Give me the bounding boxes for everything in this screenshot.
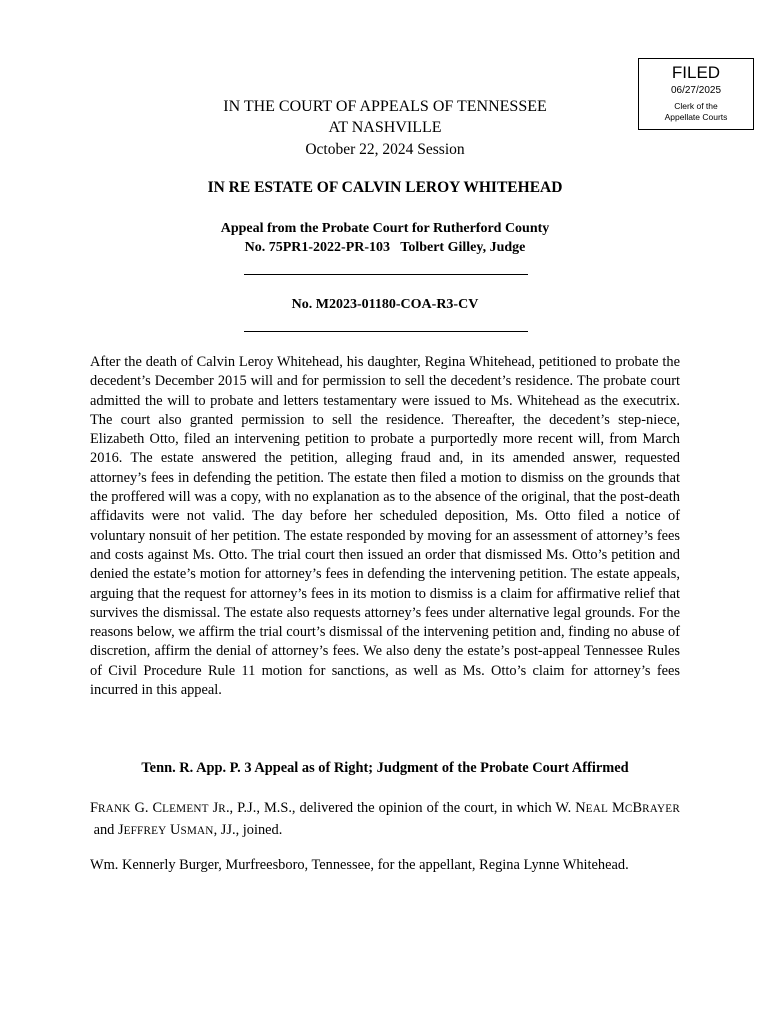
case-title: IN RE ESTATE OF CALVIN LEROY WHITEHEAD	[207, 179, 563, 196]
divider-top	[244, 274, 528, 275]
panel-text: B	[632, 800, 643, 816]
panel-text: U	[166, 822, 181, 838]
panel-text: F	[90, 800, 99, 816]
panel-text: J	[208, 800, 219, 816]
panel-text: C	[624, 803, 633, 815]
counsel-paragraph: Wm. Kennerly Burger, Murfreesboro, Tennessee, for the appellant, Regina Lynne Whitehead.	[90, 857, 629, 873]
session-date: October 22, 2024 Session	[305, 141, 465, 158]
panel-text: and J	[90, 822, 124, 838]
panel-text: RAYER	[642, 803, 680, 815]
panel-text: LEMENT	[162, 803, 209, 815]
panel-text: M	[612, 800, 625, 816]
court-name: IN THE COURT OF APPEALS OF TENNESSEE	[223, 98, 547, 115]
panel-text: G. C	[130, 800, 163, 816]
panel-text: R	[218, 803, 226, 815]
panel-text: EFFREY	[123, 825, 167, 837]
filed-date: 06/27/2025	[670, 85, 722, 96]
appeal-number-judge-line: No. 75PR1-2022-PR-103 Tolbert Gilley, Judge	[244, 240, 526, 255]
panel-text: RANK	[98, 803, 131, 815]
panel-text: , JJ., joined.	[213, 822, 283, 838]
panel-paragraph	[90, 798, 680, 842]
clerk-line-2: Appellate Courts	[664, 112, 728, 122]
appeal-court-line: Appeal from the Probate Court for Rutherford County	[220, 221, 550, 236]
case-summary: After the death of Calvin Leroy Whitehead, his daughter, Regina Whitehead, petitioned to probate the decedent’s December 2015 will and for permission to sell the decedent’s residence. The probate court admitted the will to probate and letters testamentary were issued to Ms. Whitehead as the executrix. The court also granted permission to sell the residence. Thereafter, the decedent’s step-niece, Elizabeth Otto, filed an intervening petition to probate a purportedly more recent will, from March 2016. The estate answered the petition, alleging fraud and, in its amended answer, requested attorney’s fees in defending the petition. The estate then filed a motion to dismiss on the grounds that the proffered will was a copy, with no explanation as to the absence of the original, that the post-death affidavits were not valid. The day before her scheduled deposition, Ms. Otto filed a notice of voluntary nonsuit of her petition. The estate responded by moving for an assessment of attorney’s fees and costs against Ms. Otto. The trial court then issued an order that dismissed Ms. Otto’s petition and denied the estate’s motion for attorney’s fees in defending the intervening petition. The estate appeals, arguing that the request for attorney’s fees in its motion to dismiss is a claim for affirmative relief that survives the dismissal. The estate also requests attorney’s fees under alternative legal grounds. For the reasons below, we affirm the trial court’s dismissal of the intervening petition and, finding no abuse of discretion, affirm the denial of attorney’s fees. We also deny the estate’s post-appeal Tennessee Rules of Civil Procedure Rule 11 motion for sanctions, as well as Ms. Otto’s claim for attorney’s fees incurred in this appeal.	[90, 354, 680, 699]
docket-number: No. M2023-01180-COA-R3-CV	[291, 297, 479, 312]
panel-text: ., P.J., M.S., delivered the opinion of the court, in which W. N	[225, 800, 586, 816]
appeal-info	[0, 219, 770, 257]
divider-bottom	[244, 331, 528, 332]
panel-text: EAL	[585, 803, 609, 815]
clerk-line-1: Clerk of the	[674, 101, 718, 111]
panel-text: SMAN	[180, 825, 214, 837]
filed-label: FILED	[671, 63, 721, 82]
court-location: AT NASHVILLE	[328, 119, 442, 136]
disposition: Tenn. R. App. P. 3 Appeal as of Right; Judgment of the Probate Court Affirmed	[141, 760, 629, 776]
